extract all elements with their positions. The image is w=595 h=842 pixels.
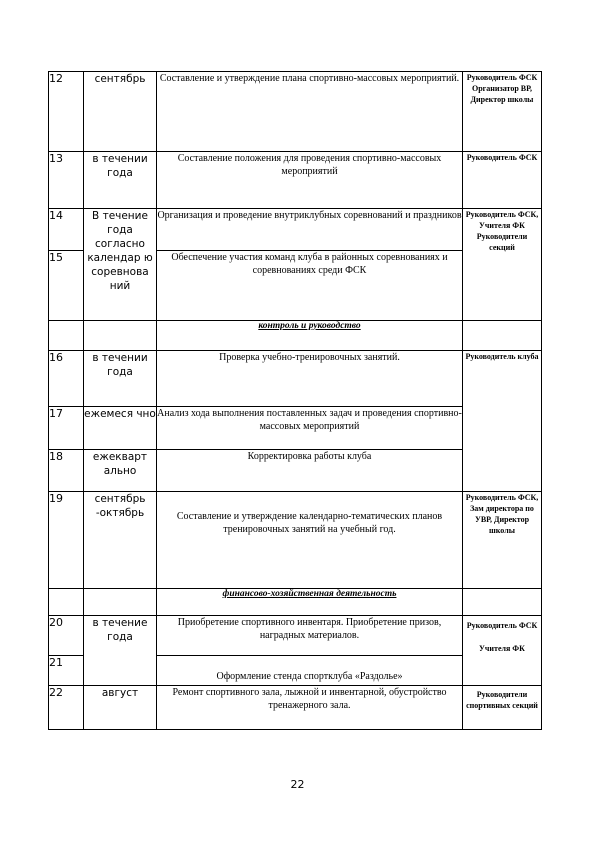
responsible-line: Учителя ФК	[479, 644, 525, 653]
row-responsible: Руководитель ФСК Организатор ВР, Директор школы	[463, 72, 542, 152]
table-row	[49, 616, 542, 656]
row-date: ежекварт ально	[84, 450, 157, 492]
row-number: 17	[49, 407, 84, 450]
row-responsible: Руководитель ФСК, Учителя ФК Руководители секций	[463, 209, 542, 321]
row-activity: Корректировка работы клуба	[157, 450, 463, 492]
row-date: сентябрь -октябрь	[84, 492, 157, 589]
table-row	[49, 686, 542, 730]
row-number: 18	[49, 450, 84, 492]
row-activity: Составление и утверждение календарно-тематических планов тренировочных занятий на учебный год.	[157, 492, 463, 589]
activity-plan-table	[48, 71, 542, 730]
row-number: 21	[49, 656, 84, 686]
row-responsible: Руководитель ФСК	[463, 152, 542, 209]
section-row	[49, 321, 542, 351]
row-responsible	[463, 616, 542, 686]
table-row	[49, 351, 542, 407]
row-responsible: Руководитель ФСК, Зам директора по УВР, Директор школы	[463, 492, 542, 589]
row-date: август	[84, 686, 157, 730]
row-activity: Проверка учебно-тренировочных занятий.	[157, 351, 463, 407]
section-title: финансово-хозяйственная деятельность	[157, 589, 463, 616]
row-activity: Организация и проведение внутриклубных соревнований и праздников	[157, 209, 463, 251]
table-row	[49, 152, 542, 209]
row-date: В течение года согласно календар ю соревнова ний	[84, 209, 157, 321]
row-number: 22	[49, 686, 84, 730]
row-responsible: Руководитель клуба	[463, 351, 542, 492]
row-date: ежемеся чно	[84, 407, 157, 450]
row-date: сентябрь	[84, 72, 157, 152]
row-number: 16	[49, 351, 84, 407]
row-date: в течении года	[84, 351, 157, 407]
responsible-line: Руководитель ФСК	[466, 621, 538, 630]
row-number: 14	[49, 209, 84, 251]
row-activity: Ремонт спортивного зала, лыжной и инвентарной, обустройство тренажерного зала.	[157, 686, 463, 730]
row-date: в течении года	[84, 152, 157, 209]
table-row	[49, 72, 542, 152]
table-row	[49, 492, 542, 589]
row-activity: Оформление стенда спортклуба «Раздолье»	[157, 656, 463, 686]
page-number: 22	[290, 778, 305, 791]
table-row	[49, 209, 542, 251]
section-row	[49, 589, 542, 616]
row-date: в течение года	[84, 616, 157, 686]
row-number: 19	[49, 492, 84, 589]
row-activity: Составление и утверждение плана спортивно-массовых мероприятий.	[157, 72, 463, 152]
row-responsible: Руководители спортивных секций	[463, 686, 542, 730]
row-activity: Обеспечение участия команд клуба в районных соревнованиях и соревнованиях среди ФСК	[157, 251, 463, 321]
row-number: 20	[49, 616, 84, 656]
row-activity: Составление положения для проведения спортивно-массовых мероприятий	[157, 152, 463, 209]
row-number: 13	[49, 152, 84, 209]
row-number: 12	[49, 72, 84, 152]
row-number: 15	[49, 251, 84, 321]
row-activity: Анализ хода выполнения поставленных задач и проведения спортивно-массовых мероприятий	[157, 407, 463, 450]
section-title: контроль и руководство	[157, 321, 463, 351]
row-activity: Приобретение спортивного инвентаря. Приобретение призов, наградных материалов.	[157, 616, 463, 656]
